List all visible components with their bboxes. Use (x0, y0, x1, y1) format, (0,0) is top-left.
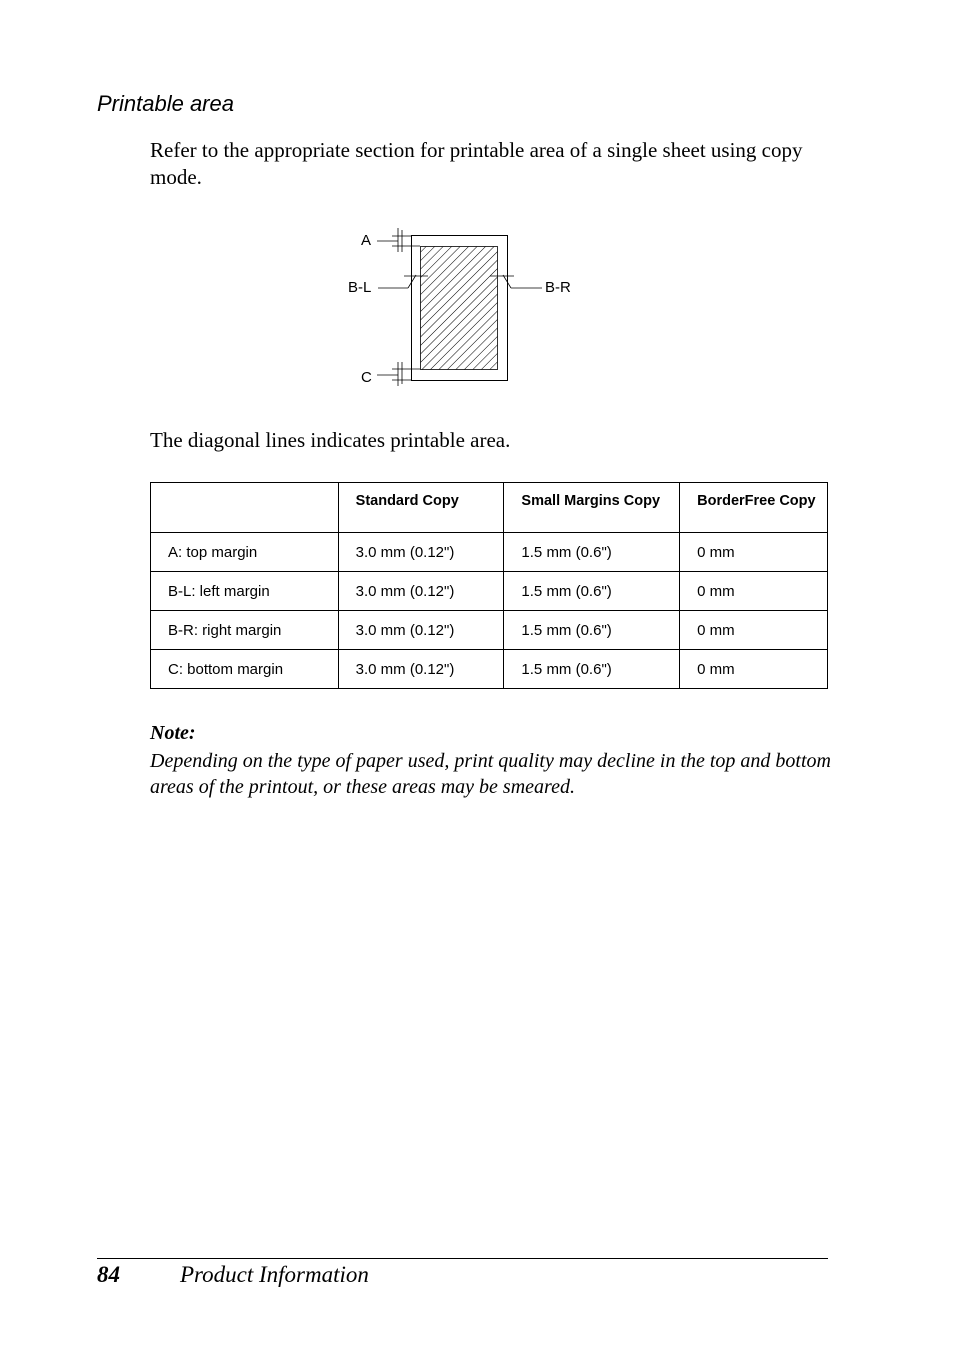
footer-section-title: Product Information (180, 1262, 369, 1287)
table-cell: 3.0 mm (0.12") (338, 533, 504, 572)
table-cell: 1.5 mm (0.6") (504, 650, 680, 689)
table-row (151, 533, 828, 572)
table-cell: B-L: left margin (151, 572, 339, 611)
table-cell: 3.0 mm (0.12") (338, 650, 504, 689)
table-cell: 1.5 mm (0.6") (504, 572, 680, 611)
table-cell: 3.0 mm (0.12") (338, 611, 504, 650)
label-a: A (361, 232, 372, 249)
table-row (151, 650, 828, 689)
table-cell: C: bottom margin (151, 650, 339, 689)
table-row (151, 611, 828, 650)
table-cell: 1.5 mm (0.6") (504, 611, 680, 650)
intro-paragraph: Refer to the appropriate section for printable area of a single sheet using copy mode. (150, 138, 803, 189)
margins-table (150, 482, 828, 689)
table-header-cell: BorderFree Copy (680, 483, 828, 533)
note-title: Note: (150, 722, 196, 744)
footer-divider (97, 1258, 828, 1259)
diagram-caption: The diagonal lines indicates printable area. (150, 428, 511, 452)
label-c: C (361, 369, 372, 386)
table-header-cell (151, 483, 339, 533)
table-cell: 0 mm (680, 533, 828, 572)
table-header-cell: Small Margins Copy (504, 483, 680, 533)
printable-area (421, 247, 498, 370)
table-cell: B-R: right margin (151, 611, 339, 650)
note-text: Depending on the type of paper used, print quality may decline in the top and bottom areas of the printout, or these areas may be smeared. (150, 750, 831, 798)
label-b-l: B-L (348, 279, 372, 296)
table-row (151, 572, 828, 611)
table-cell: 1.5 mm (0.6") (504, 533, 680, 572)
page-number: 84 (97, 1262, 120, 1287)
printable-area-diagram (340, 222, 590, 392)
table-header-cell: Standard Copy (338, 483, 504, 533)
table-cell: 0 mm (680, 572, 828, 611)
label-b-r: B-R (545, 279, 571, 296)
section-heading: Printable area (97, 91, 234, 116)
table-cell: 0 mm (680, 650, 828, 689)
table-cell: A: top margin (151, 533, 339, 572)
table-cell: 3.0 mm (0.12") (338, 572, 504, 611)
table-header-row (151, 483, 828, 533)
table-cell: 0 mm (680, 611, 828, 650)
